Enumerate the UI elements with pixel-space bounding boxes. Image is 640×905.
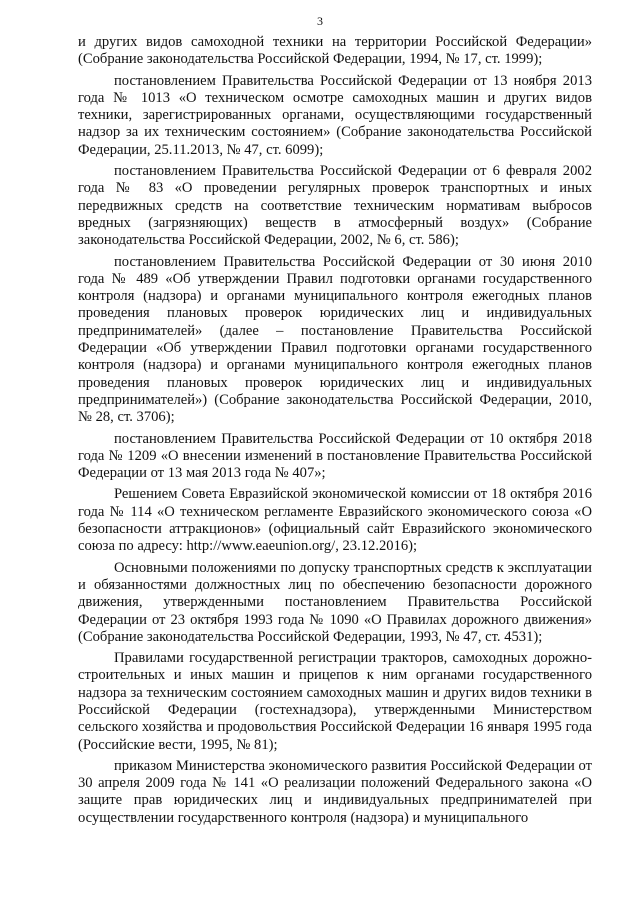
paragraph-eaeu-decision-114: Решением Совета Евразийской экономической комиссии от 18 октября 2016 года № 114 «О техническом регламенте Евразийского экономического союза «О безопасности аттракционов» (официальный сайт Евразийского экономического союза по адресу: http://www.eaeunion.org/, 23.12.2016); <box>78 486 592 555</box>
paragraph-decree-1209: постановлением Правительства Российской Федерации от 10 октября 2018 года № 1209 «О внесении изменений в постановление Правительства Российской Федерации от 13 мая 2013 года № 407»; <box>78 430 592 482</box>
document-body <box>78 34 592 831</box>
page-number: 3 <box>317 14 323 28</box>
paragraph-order-141: приказом Министерства экономического развития Российской Федерации от 30 апреля 2009 года № 141 «О реализации положений Федерального закона «О защите прав юридических лиц и индивидуальных предпринимателей при осуществлении государственного контроля (надзора) и муниципального <box>78 757 592 826</box>
paragraph-decree-83: постановлением Правительства Российской Федерации от 6 февраля 2002 года № 83 «О проведении регулярных проверок транспортных и иных передвижных средств на соответствие техническим нормативам выбросов вредных (загрязняющих) веществ в атмосферный воздух» (Собрание законодательства Российской Федерации, 2002, № 6, ст. 586); <box>78 163 592 249</box>
paragraph-registration-rules: Правилами государственной регистрации тракторов, самоходных дорожно-строительных и иных машин и прицепов к ним органами государственного надзора за техническим состоянием самоходных машин и других видов техники в Российской Федерации (гостехнадзора), утвержденными Министерством сельского хозяйства и продовольствия Российской Федерации 16 января 1995 года (Российские вести, 1995, № 81); <box>78 650 592 753</box>
paragraph-basic-provisions: Основными положениями по допуску транспортных средств к эксплуатации и обязанностями должностных лиц по обеспечению безопасности дорожного движения, утвержденными постановлением Правительства Российской Федерации от 23 октября 1993 года № 1090 «О Правилах дорожного движения» (Собрание законодательства Российской Федерации, 1993, № 47, ст. 4531); <box>78 559 592 645</box>
paragraph-decree-1013: постановлением Правительства Российской Федерации от 13 ноября 2013 года № 1013 «О техническом осмотре самоходных машин и других видов техники, зарегистрированных органами, осуществляющими государственный надзор за их техническим состоянием» (Собрание законодательства Российской Федерации, 25.11.2013, № 47, ст. 6099); <box>78 72 592 158</box>
paragraph-decree-489: постановлением Правительства Российской Федерации от 30 июня 2010 года № 489 «Об утверждении Правил подготовки органами государственного контроля (надзора) и органами муниципального контроля ежегодных планов проведения плановых проверок юридических лиц и индивидуальных предпринимателей» (далее – постановление Правительства Российской Федерации «Об утверждении Правил подготовки органами государственного контроля (надзора) и органами муниципального контроля ежегодных планов проведения плановых проверок юридических лиц и индивидуальных предпринимателей») (Собрание законодательства Российской Федерации, 2010, № 28, ст. 3706); <box>78 253 592 426</box>
paragraph-continuation: и других видов самоходной техники на территории Российской Федерации» (Собрание законодательства Российской Федерации, 1994, № 17, ст. 1999); <box>78 34 592 68</box>
